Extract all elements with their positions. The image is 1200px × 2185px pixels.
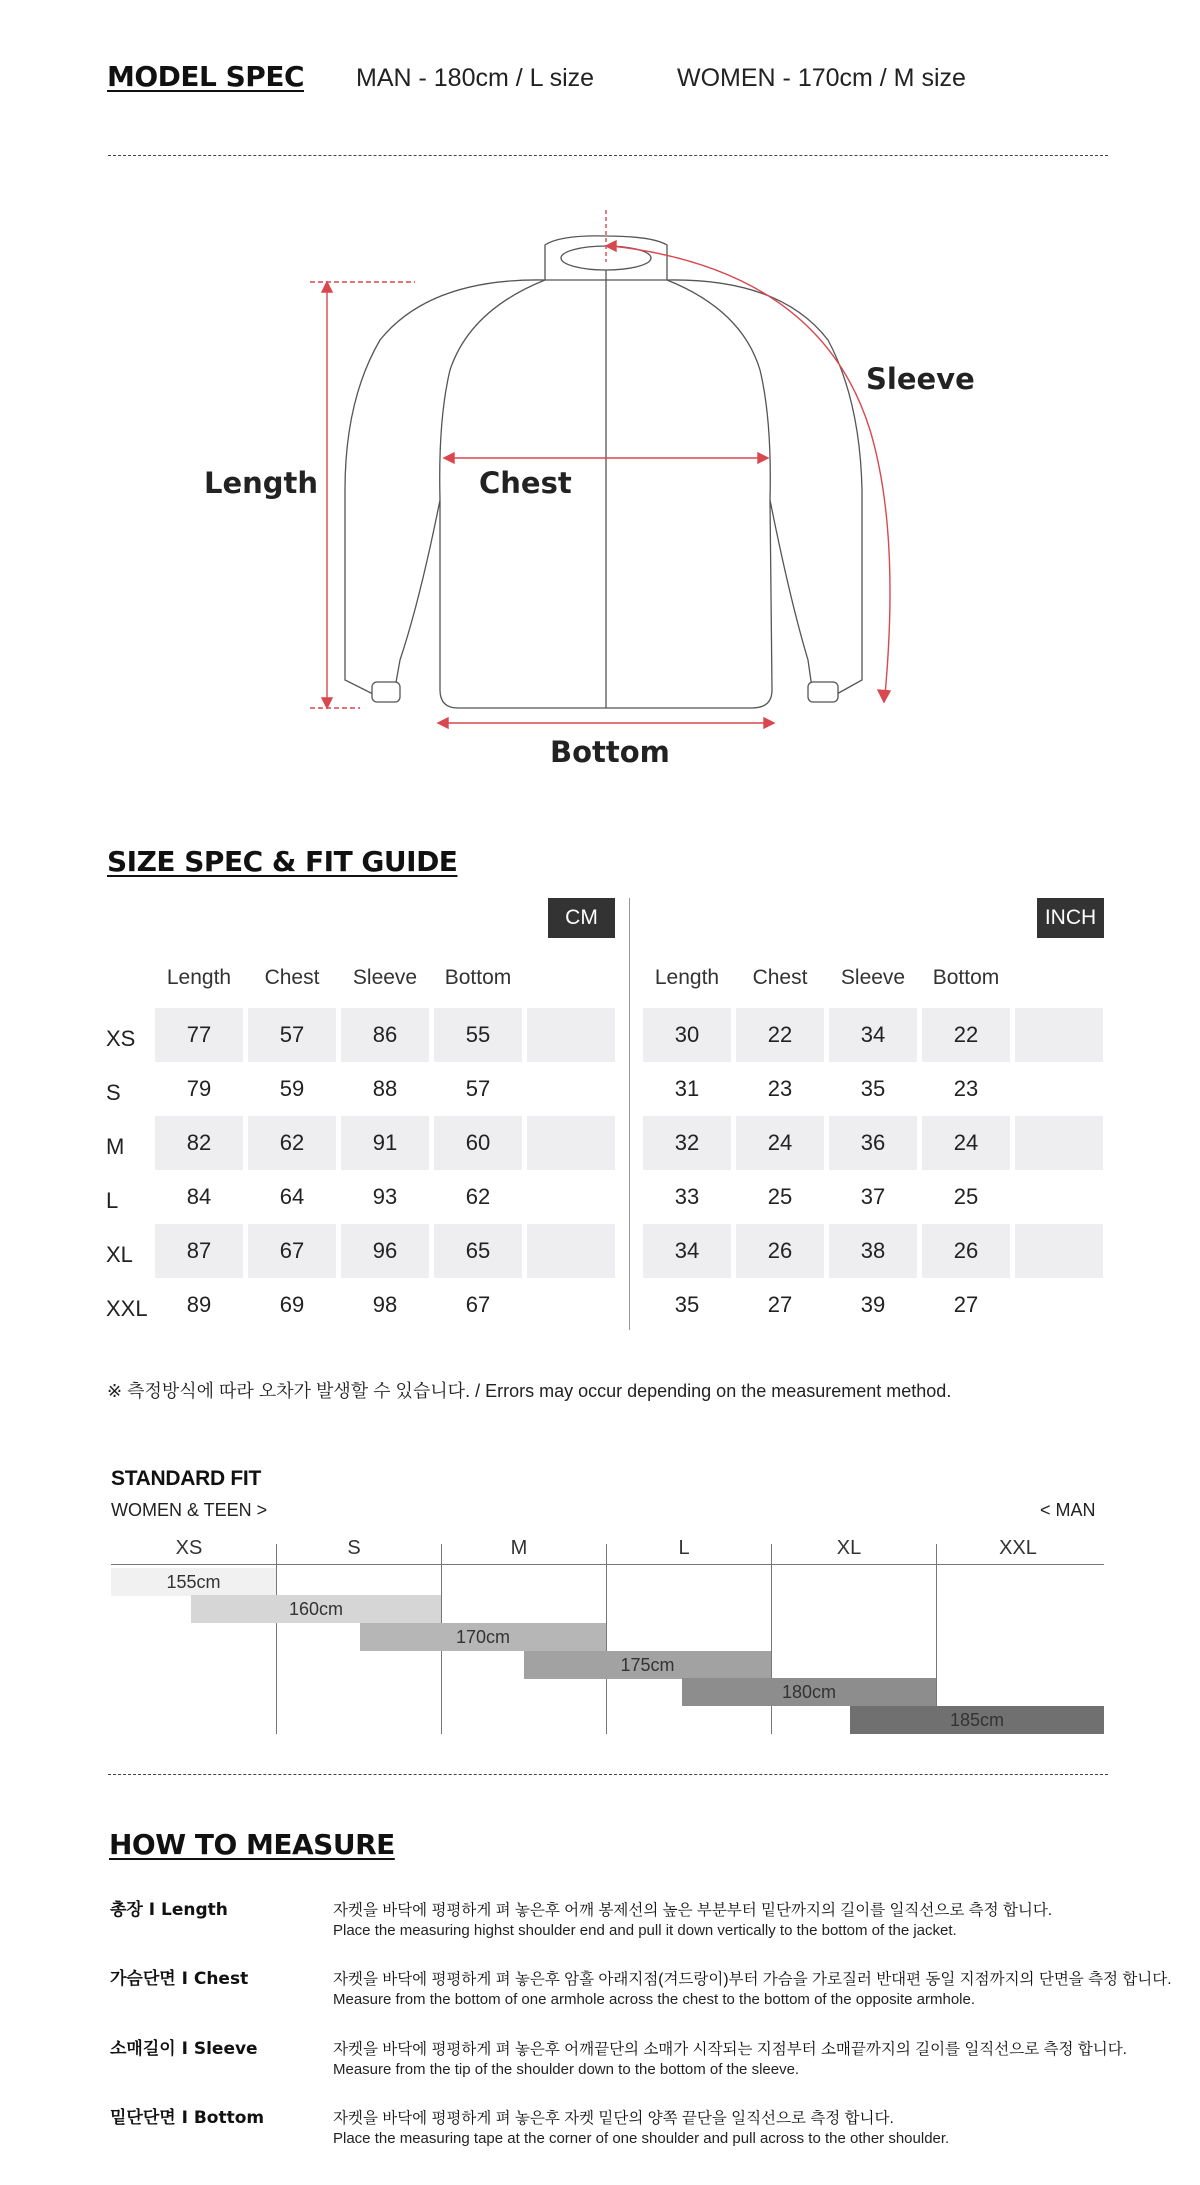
table-cell: 93 [372, 1184, 398, 1209]
table-cell: 33 [674, 1184, 700, 1209]
fit-size-m: M [510, 1537, 528, 1559]
fit-left-label: WOMEN & TEEN > [111, 1500, 268, 1520]
fit-gridline [606, 1544, 607, 1734]
sleeve-label: Sleeve [866, 362, 975, 396]
measure-ko-chest: 자켓을 바닥에 평평하게 펴 놓은후 암홀 아래지점(겨드랑이)부터 가슴을 가로질러 반대편 동일 지점까지의 단면을 측정 합니다. [333, 1971, 1172, 1988]
table-cell: 57 [248, 1008, 336, 1062]
table-cell: 39 [860, 1292, 886, 1317]
table-cell: 64 [279, 1184, 305, 1209]
length-label: Length [204, 466, 319, 500]
table-cell: 27 [767, 1292, 793, 1317]
divider-top [108, 155, 1108, 156]
table-cell: 35 [860, 1076, 886, 1101]
row-label-xl: XL [106, 1242, 133, 1267]
cm-header-bottom: Bottom [444, 966, 512, 989]
chest-label: Chest [479, 466, 572, 500]
row-label-m: M [106, 1134, 125, 1159]
table-cell: 88 [372, 1076, 398, 1101]
table-cell: 86 [341, 1008, 429, 1062]
measure-label-sleeve: 소매길이 I Sleeve [110, 2039, 258, 2059]
measure-en-chest: Measure from the bottom of one armhole across the chest to the bottom of the opposite armhole. [333, 1991, 976, 2008]
table-divider [629, 898, 630, 1330]
model-spec-women: WOMEN - 170cm / M size [677, 64, 966, 92]
table-cell: 59 [279, 1076, 305, 1101]
table-cell: 98 [372, 1292, 398, 1317]
table-cell: 55 [434, 1008, 522, 1062]
table-cell: 22 [736, 1008, 824, 1062]
inch-header-sleeve: Sleeve [840, 966, 906, 989]
fit-bar-160: 160cm [191, 1595, 441, 1623]
row-label-xs: XS [106, 1026, 136, 1051]
how-to-title: HOW TO MEASURE [109, 1828, 395, 1861]
cm-header-sleeve: Sleeve [352, 966, 418, 989]
table-cell: 26 [736, 1224, 824, 1278]
table-cell: 34 [643, 1224, 731, 1278]
fit-gridline [276, 1544, 277, 1734]
table-cell: 23 [767, 1076, 793, 1101]
fit-size-xl: XL [836, 1537, 862, 1559]
fit-size-l: L [678, 1537, 690, 1559]
table-cell: 25 [953, 1184, 979, 1209]
table-cell: 24 [922, 1116, 1010, 1170]
model-spec-title: MODEL SPEC [107, 60, 304, 93]
fit-bar-180: 180cm [682, 1678, 936, 1706]
table-cell-empty [527, 1116, 615, 1170]
table-cell: 82 [155, 1116, 243, 1170]
table-cell-empty [527, 1224, 615, 1278]
divider-bottom [108, 1774, 1108, 1775]
table-cell-empty [1015, 1008, 1103, 1062]
table-cell: 25 [767, 1184, 793, 1209]
inch-header-chest: Chest [752, 966, 808, 989]
table-cell: 32 [643, 1116, 731, 1170]
table-cell: 23 [953, 1076, 979, 1101]
measure-ko-sleeve: 자켓을 바닥에 평평하게 펴 놓은후 어깨끝단의 소매가 시작되는 지점부터 소매끝까지의 길이를 일직선으로 측정 합니다. [333, 2041, 1127, 2058]
table-cell: 37 [860, 1184, 886, 1209]
cm-header-length: Length [166, 966, 232, 989]
table-cell: 65 [434, 1224, 522, 1278]
fit-size-xs: XS [175, 1537, 203, 1559]
table-cell: 27 [953, 1292, 979, 1317]
table-cell: 30 [643, 1008, 731, 1062]
table-cell: 84 [186, 1184, 212, 1209]
model-spec-man: MAN - 180cm / L size [356, 64, 595, 92]
measure-en-bottom: Place the measuring tape at the corner of one shoulder and pull across to the other shoulder. [333, 2130, 950, 2147]
cm-tag: CM [548, 898, 615, 938]
table-cell: 77 [155, 1008, 243, 1062]
table-cell: 31 [674, 1076, 700, 1101]
fit-size-s: S [347, 1537, 361, 1559]
table-cell: 79 [186, 1076, 212, 1101]
inch-header-bottom: Bottom [932, 966, 1000, 989]
fit-right-label: < MAN [1040, 1500, 1096, 1520]
inch-header-length: Length [654, 966, 720, 989]
fit-title: STANDARD FIT [111, 1467, 261, 1490]
measure-en-sleeve: Measure from the tip of the shoulder down to the bottom of the sleeve. [333, 2061, 800, 2078]
measurement-note: ※ 측정방식에 따라 오차가 발생할 수 있습니다. / Errors may occur depending on the measurement method. [107, 1381, 952, 1401]
table-cell: 60 [434, 1116, 522, 1170]
table-cell: 62 [465, 1184, 491, 1209]
table-cell: 96 [341, 1224, 429, 1278]
measure-label-chest: 가슴단면 I Chest [110, 1969, 249, 1989]
measure-label-length: 총장 I Length [110, 1900, 228, 1920]
table-cell: 57 [465, 1076, 491, 1101]
table-cell: 36 [829, 1116, 917, 1170]
size-spec-title: SIZE SPEC & FIT GUIDE [107, 845, 458, 878]
table-cell-empty [1015, 1224, 1103, 1278]
table-cell: 67 [248, 1224, 336, 1278]
table-cell: 69 [279, 1292, 305, 1317]
jacket-diagram [0, 200, 1200, 800]
measure-ko-length: 자켓을 바닥에 평평하게 펴 놓은후 어깨 봉제선의 높은 부분부터 밑단까지의 길이를 일직선으로 측정 합니다. [333, 1902, 1053, 1919]
bottom-label: Bottom [550, 735, 670, 769]
cm-header-chest: Chest [264, 966, 320, 989]
table-cell: 35 [674, 1292, 700, 1317]
table-cell-empty [1015, 1116, 1103, 1170]
fit-size-xxl: XXL [999, 1537, 1037, 1559]
fit-bar-175: 175cm [524, 1651, 771, 1679]
table-cell: 24 [736, 1116, 824, 1170]
table-cell: 26 [922, 1224, 1010, 1278]
table-cell: 89 [186, 1292, 212, 1317]
table-cell: 67 [465, 1292, 491, 1317]
row-label-xxl: XXL [106, 1296, 148, 1321]
table-cell: 22 [922, 1008, 1010, 1062]
table-cell: 91 [341, 1116, 429, 1170]
table-cell: 38 [829, 1224, 917, 1278]
table-cell: 62 [248, 1116, 336, 1170]
table-cell-empty [527, 1008, 615, 1062]
measure-ko-bottom: 자켓을 바닥에 평평하게 펴 놓은후 자켓 밑단의 양쪽 끝단을 일직선으로 측정 합니다. [333, 2110, 894, 2127]
table-cell: 34 [829, 1008, 917, 1062]
measure-en-length: Place the measuring highst shoulder end and pull it down vertically to the bottom of the jacket. [333, 1922, 957, 1939]
row-label-l: L [106, 1188, 119, 1213]
table-cell: 87 [155, 1224, 243, 1278]
fit-bar-170: 170cm [360, 1623, 606, 1651]
fit-bar-155: 155cm [111, 1568, 276, 1596]
fit-baseline [111, 1564, 1104, 1565]
measure-label-bottom: 밑단단면 I Bottom [110, 2108, 265, 2128]
inch-tag: INCH [1037, 898, 1104, 938]
row-label-s: S [106, 1080, 121, 1105]
fit-bar-185: 185cm [850, 1706, 1104, 1734]
